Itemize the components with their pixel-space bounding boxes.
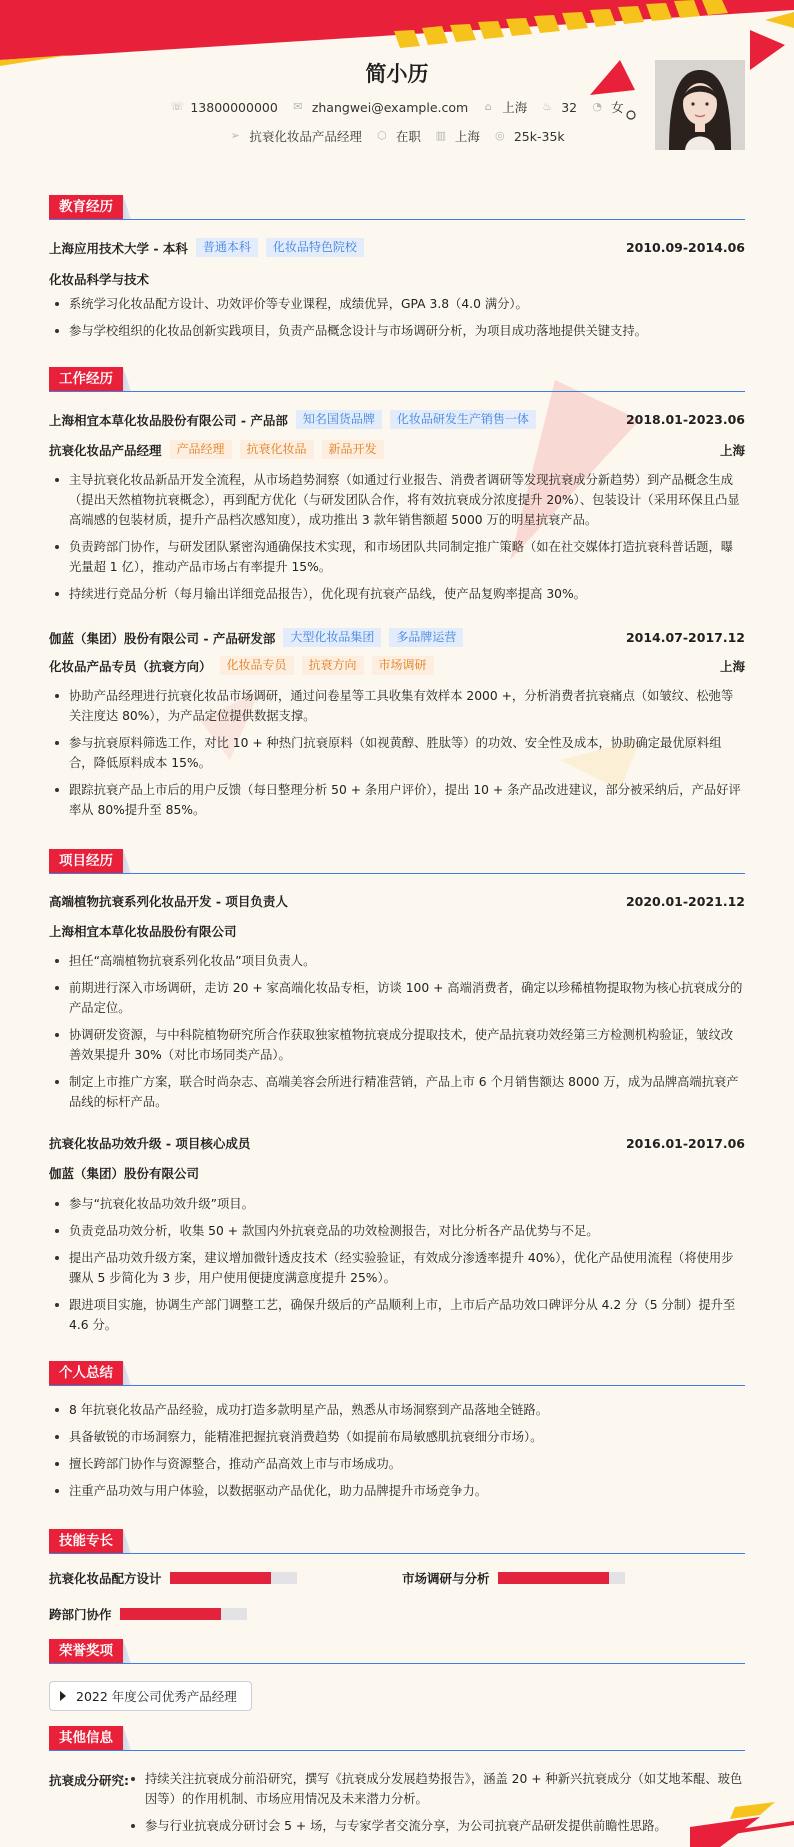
job-company-row (49, 628, 745, 647)
city-item (482, 98, 527, 116)
projects-section (49, 850, 745, 874)
project-row (49, 1134, 745, 1152)
list-item: 提出产品功效升级方案，建议增加微针透皮技术（经实验验证，有效成分渗透率提升 40%），优化产品使用流程（将使用步骤从 5 步简化为 3 步，用户使用便捷度满意度提升 25%）。 (49, 1248, 745, 1288)
project-bullets (49, 951, 745, 1119)
list-item: 参与行业抗衰成分研讨会 5 + 场，与专家学者交流分享，为公司抗衰产品研发提供前瞻性思路。 (125, 1816, 745, 1836)
job-location: 上海 (719, 442, 745, 458)
job-position-row (49, 656, 745, 675)
list-item: 前期进行深入市场调研，走访 20 + 家高端化妆品专柜，访谈 100 + 高端消费者，确定以珍稀植物提取物为核心抗衰成分的产品定位。 (49, 978, 745, 1018)
project-bullets (49, 1194, 745, 1342)
skill-bar-fill (120, 1608, 222, 1620)
position-tag: 抗衰化妆品 (240, 440, 314, 459)
company-tag: 多品牌运营 (389, 628, 463, 647)
education-date: 2010.09-2014.06 (625, 240, 745, 255)
project-org: 上海相宜本草化妆品股份有限公司 (49, 924, 237, 939)
education-title: 教育经历 (49, 195, 123, 219)
education-row (49, 238, 745, 257)
other-section (49, 1727, 745, 1751)
school-tag: 化妆品特色院校 (266, 238, 364, 257)
major-row (49, 270, 745, 288)
building-icon: ▥ (435, 129, 447, 142)
work-section (49, 368, 745, 392)
project-org-row (49, 1164, 745, 1182)
skill-bar-fill (170, 1572, 272, 1584)
list-item: 持续进行竞品分析（每月输出详细竞品报告），优化现有抗衰产品线，使产品复购率提高 30%。 (49, 584, 745, 604)
other-bullets (125, 1769, 745, 1843)
skills-header (49, 1530, 745, 1554)
education-section (49, 196, 745, 220)
company-name: 伽蓝（集团）股份有限公司 - 产品研发部 (49, 630, 276, 646)
mail-icon: ✉ (293, 100, 303, 113)
list-item: 制定上市推广方案，联合时尚杂志、高端美容会所进行精准营销，产品上市 6 个月销售额达 8000 万，成为品牌高端抗衰产品线的标杆产品。 (49, 1072, 745, 1112)
project-name: 抗衰化妆品功效升级 - 项目核心成员 (49, 1136, 251, 1151)
avatar (655, 60, 745, 150)
other-label: 抗衰成分研究: (49, 1773, 129, 1788)
company-tag: 知名国货品牌 (296, 410, 382, 429)
summary-bullets (49, 1400, 745, 1508)
skill-name: 市场调研与分析 (402, 1571, 490, 1586)
email-item (292, 100, 468, 115)
school-tag: 普通本科 (196, 238, 258, 257)
position-tag: 新品开发 (322, 440, 384, 459)
project-date: 2020.01-2021.12 (625, 893, 745, 909)
home-icon: ⌂ (484, 100, 492, 113)
list-item: 负责竞品功效分析，收集 50 + 款国内外抗衰竞品的功效检测报告，对比分析各产品优势与不足。 (49, 1221, 745, 1241)
list-item: 担任“高端植物抗衰系列化妆品”项目负责人。 (49, 951, 745, 971)
projects-title: 项目经历 (49, 849, 123, 873)
list-item: 持续关注抗衰成分前沿研究，撰写《抗衰成分发展趋势报告》，涵盖 20 + 种新兴抗衰成分（如艾地苯醌、玻色因等）的作用机制、市场应用情况及未来潜力分析。 (125, 1769, 745, 1809)
position-tag: 产品经理 (170, 440, 232, 459)
skill-item (402, 1569, 625, 1587)
project-name: 高端植物抗衰系列化妆品开发 - 项目负责人 (49, 894, 288, 909)
avatar-portrait (655, 60, 745, 150)
education-bullets (49, 294, 745, 348)
age-item (541, 100, 577, 115)
list-item: 协助产品经理进行抗衰化妆品市场调研，通过问卷星等工具收集有效样本 2000 +，分析消费者抗衰痛点（如皱纹、松弛等关注度达 80%），为产品定位提供数据支撑。 (49, 686, 745, 726)
skill-name: 跨部门协作 (49, 1607, 112, 1622)
cake-icon: ♨ (542, 100, 553, 113)
awards-section (49, 1640, 745, 1664)
position-tag: 抗衰方向 (302, 656, 364, 675)
skill-item (49, 1605, 247, 1623)
candidate-name: 简小历 (365, 62, 429, 86)
project-row (49, 892, 745, 910)
summary-section (49, 1362, 745, 1386)
list-item: 具备敏锐的市场洞察力，能精准把握抗衰消费趋势（如提前布局敏感肌抗衰细分市场）。 (49, 1427, 745, 1447)
status-text: 在职 (395, 129, 421, 144)
list-item: 注重产品功效与用户体验，以数据驱动产品优化，助力品牌提升市场竞争力。 (49, 1481, 745, 1501)
job-target-text: 抗衰化妆品产品经理 (249, 129, 362, 144)
position-tag: 市场调研 (372, 656, 434, 675)
contact-row (49, 98, 745, 116)
phone-icon: ☏ (170, 100, 185, 113)
job-position-row (49, 440, 745, 459)
email-text: zhangwei@example.com (311, 99, 469, 115)
position-tag: 化妆品专员 (220, 656, 294, 675)
skill-bar (498, 1572, 625, 1584)
job-target-item (229, 127, 362, 145)
age-text: 32 (561, 99, 578, 115)
phone-item (170, 100, 277, 115)
skill-bar (120, 1608, 247, 1620)
status-item (376, 127, 421, 145)
education-header (49, 196, 745, 220)
school-name: 上海应用技术大学 - 本科 (49, 240, 188, 256)
project-org-row (49, 922, 745, 940)
job-company-row (49, 410, 745, 429)
projects-header (49, 850, 745, 874)
work-city-text: 上海 (454, 129, 480, 144)
list-item: 协调研发资源，与中科院植物研究所合作获取独家植物抗衰成分提取技术，使产品抗衰功效经第三方检测机构验证，皱纹改善效果提升 30%（对比市场同类产品）。 (49, 1025, 745, 1065)
gender-text: 女 (611, 100, 624, 115)
city-text: 上海 (502, 100, 528, 115)
job-location: 上海 (719, 658, 745, 674)
send-icon: ➢ (230, 129, 240, 142)
project-date: 2016.01-2017.06 (625, 1135, 745, 1151)
job-bullets (49, 470, 745, 611)
major-name: 化妆品科学与技术 (49, 272, 150, 287)
work-header (49, 368, 745, 392)
summary-title: 个人总结 (49, 1361, 123, 1385)
award-text: 2022 年度公司优秀产品经理 (76, 1689, 237, 1704)
list-item: 参与抗衰原料筛选工作，对比 10 + 种热门抗衰原料（如视黄醇、胜肽等）的功效、安全性及成本，协助确定最优原料组合，降低原料成本 15%。 (49, 733, 745, 773)
gender-icon: ◔ (592, 100, 602, 113)
skill-name: 抗衰化妆品配方设计 (49, 1571, 162, 1586)
coin-icon: ◎ (495, 129, 505, 142)
company-name: 上海相宜本草化妆品股份有限公司 - 产品部 (49, 412, 288, 428)
awards-title: 荣誉奖项 (49, 1639, 123, 1663)
other-title: 其他信息 (49, 1726, 123, 1750)
job-date: 2014.07-2017.12 (625, 630, 745, 645)
job-bullets (49, 686, 745, 827)
other-header (49, 1727, 745, 1751)
list-item: 负责跨部门协作，与研发团队紧密沟通确保技术实现，和市场团队共同制定推广策略（如在社交媒体打造抗衰科普话题，曝光量超 1 亿），推动产品市场占有率提升 15%。 (49, 537, 745, 577)
job-intent-row (49, 127, 745, 145)
list-item: 8 年抗衰化妆品产品经验，成功打造多款明星产品，熟悉从市场洞察到产品落地全链路。 (49, 1400, 745, 1420)
list-item: 参与学校组织的化妆品创新实践项目，负责产品概念设计与市场调研分析，为项目成功落地提供关键支持。 (49, 321, 745, 341)
summary-header (49, 1362, 745, 1386)
work-title: 工作经历 (49, 367, 123, 391)
company-tag: 化妆品研发生产销售一体 (390, 410, 536, 429)
gender-item (591, 98, 624, 116)
award-item[interactable] (49, 1681, 252, 1711)
phone-text: 13800000000 (190, 99, 278, 115)
position-name: 化妆品产品专员（抗衰方向） (49, 658, 212, 674)
skill-bar-fill (498, 1572, 610, 1584)
list-item: 参与“抗衰化妆品功效升级”项目。 (49, 1194, 745, 1214)
skills-section (49, 1530, 745, 1554)
hexagon-icon: ⬡ (377, 129, 387, 142)
skills-title: 技能专长 (49, 1529, 123, 1553)
work-city-item (435, 127, 480, 145)
list-item: 擅长跨部门协作与资源整合，推动产品高效上市与市场成功。 (49, 1454, 745, 1474)
list-item: 主导抗衰化妆品新品开发全流程，从市场趋势洞察（如通过行业报告、消费者调研等发现抗衰成分新趋势）到产品概念生成（提出天然植物抗衰概念），再到配方优化（与研发团队合作，将有效抗衰成分浓度提升 20%）、包装设计（采用环保且凸显高端感的包装材质，提升产品档次感知度），成功推出 3 款年销售额超 5000 万的明星抗衰产品。 (49, 470, 745, 530)
salary-item (494, 129, 565, 144)
list-item: 跟踪抗衰产品上市后的用户反馈（每日整理分析 50 + 条用户评价），提出 10 + 条产品改进建议，部分被采纳后，产品好评率从 80%提升至 85%。 (49, 780, 745, 820)
awards-header (49, 1640, 745, 1664)
skill-item (49, 1569, 297, 1587)
skill-bar (170, 1572, 297, 1584)
salary-text: 25k-35k (513, 128, 565, 144)
list-item: 系统学习化妆品配方设计、功效评价等专业课程，成绩优异，GPA 3.8（4.0 满分）。 (49, 294, 745, 314)
company-tag: 大型化妆品集团 (283, 628, 381, 647)
project-org: 伽蓝（集团）股份有限公司 (49, 1166, 200, 1181)
position-name: 抗衰化妆品产品经理 (49, 442, 162, 458)
list-item: 跟进项目实施，协调生产部门调整工艺，确保升级后的产品顺利上市，上市后产品功效口碑评分从 4.2 分（5 分制）提升至 4.6 分。 (49, 1295, 745, 1335)
play-icon (60, 1691, 66, 1701)
job-date: 2018.01-2023.06 (625, 412, 745, 427)
